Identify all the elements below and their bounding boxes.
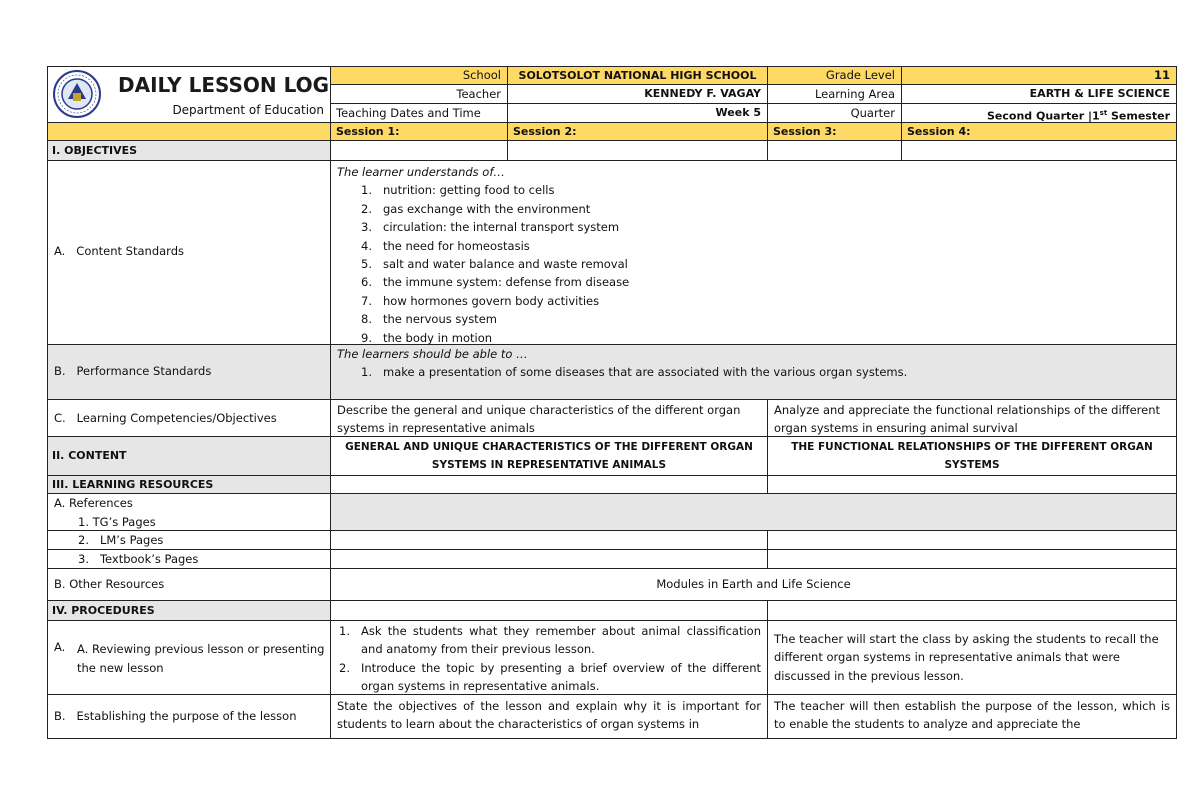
references-body (330, 493, 1177, 531)
session-blank (47, 122, 331, 141)
list-item: 9. the body in motion (361, 330, 493, 345)
content-1: GENERAL AND UNIQUE CHARACTERISTICS OF THE DIFFERENT ORGAN SYSTEMS IN REPRESENTATIVE ANIMALS (330, 436, 768, 476)
school-value: SOLOTSOLOT NATIONAL HIGH SCHOOL (507, 66, 768, 85)
competency-1: Describe the general and unique characteristics of the different organ systems in representative animals (330, 399, 768, 437)
objectives-s1 (330, 140, 508, 161)
list-item: 6. the immune system: defense from disease (361, 275, 630, 290)
competency-2: Analyze and appreciate the functional relationships of the different organ systems in ensuring animal survival (767, 399, 1177, 437)
teacher-value: KENNEDY F. VAGAY (507, 84, 768, 104)
department-label: Department of Education (172, 103, 324, 117)
purpose-s2: The teacher will then establish the purpose of the lesson, which is to enable the students to analyze and appreciate the (767, 694, 1177, 739)
dates-value: Week 5 (507, 103, 768, 123)
purpose-label: B. Establishing the purpose of the lesson (47, 694, 331, 739)
list-item: 2. Introduce the topic by presenting a brief overview of the different organ systems in representative animals. (339, 660, 761, 694)
references-block (47, 493, 331, 531)
quarter-value (901, 103, 1177, 123)
competencies-label: C. Learning Competencies/Objectives (47, 399, 331, 437)
quarter-label: Quarter (767, 103, 902, 123)
textbook-pages-s1 (330, 549, 768, 569)
reviewing-label (47, 620, 331, 695)
performance-list (337, 363, 1170, 381)
procedures-heading: IV. PROCEDURES (47, 600, 331, 621)
objectives-s2 (507, 140, 768, 161)
dates-label: Teaching Dates and Time (330, 103, 508, 123)
content-2: THE FUNCTIONAL RELATIONSHIPS OF THE DIFFERENT ORGAN SYSTEMS (767, 436, 1177, 476)
list-item: 5. salt and water balance and waste removal (361, 257, 628, 272)
session-4-header: Session 4: (901, 122, 1177, 141)
performance-intro: The learners should be able to … (337, 347, 528, 361)
tg-pages-label: 1. TG’s Pages (78, 515, 156, 529)
lm-pages-label: 2. LM’s Pages (47, 530, 331, 550)
content-standards-body (330, 160, 1177, 345)
list-item: 8. the nervous system (361, 312, 497, 327)
logo-title-cell (47, 66, 331, 123)
content-heading: II. CONTENT (47, 436, 331, 476)
list-item: 1. nutrition: getting food to cells (361, 183, 555, 198)
list-item: 1. Ask the students what they remember about animal classification and anatomy from their previous lesson. (339, 624, 761, 657)
other-resources-label: B. Other Resources (47, 568, 331, 601)
reviewing-s1 (330, 620, 768, 695)
procedures-s2 (767, 600, 1177, 621)
purpose-s1: State the objectives of the lesson and explain why it is important for students to learn about the characteristics of organ systems in (330, 694, 768, 739)
objectives-s3 (767, 140, 902, 161)
performance-standards-label: B. Performance Standards (47, 344, 331, 400)
reviewing-text: A. Reviewing previous lesson or presenting the new lesson (77, 642, 325, 675)
lm-pages-s2 (767, 530, 1177, 550)
lm-pages-s1 (330, 530, 768, 550)
teacher-label: Teacher (330, 84, 508, 104)
area-label: Learning Area (767, 84, 902, 104)
procedures-s1 (330, 600, 768, 621)
textbook-pages-label: 3. Textbook’s Pages (47, 549, 331, 569)
content-standards-list (337, 181, 1170, 345)
resources-s1 (330, 475, 768, 494)
textbook-pages-s2 (767, 549, 1177, 569)
reviewing-letter: A. (54, 640, 66, 654)
area-value: EARTH & LIFE SCIENCE (901, 84, 1177, 104)
objectives-s4 (901, 140, 1177, 161)
list-item: 3. circulation: the internal transport system (361, 220, 620, 235)
page-title: DAILY LESSON LOG (118, 73, 330, 97)
content-standards-label: A. Content Standards (47, 160, 331, 345)
session-2-header: Session 2: (507, 122, 768, 141)
deped-seal-icon (52, 69, 102, 119)
list-item: 7. how hormones govern body activities (361, 293, 600, 308)
school-label: School (330, 66, 508, 85)
list-item: 4. the need for homeostasis (361, 238, 530, 253)
references-label: A. References (54, 496, 133, 510)
other-resources-value: Modules in Earth and Life Science (330, 568, 1177, 601)
grade-label: Grade Level (767, 66, 902, 85)
grade-value: 11 (901, 66, 1177, 85)
reviewing-s2: The teacher will start the class by asking the students to recall the different organ systems in representative animals that were discussed in the previous lesson. (767, 620, 1177, 695)
list-item: 2. gas exchange with the environment (361, 201, 591, 216)
quarter-value-end: Semester (1107, 109, 1170, 123)
session-1-header: Session 1: (330, 122, 508, 141)
quarter-value-sup: st (1099, 109, 1108, 117)
performance-standards-body (330, 344, 1177, 400)
quarter-value-main: Second Quarter |1 (986, 109, 1100, 123)
resources-heading: III. LEARNING RESOURCES (47, 475, 331, 494)
session-3-header: Session 3: (767, 122, 902, 141)
resources-s2 (767, 475, 1177, 494)
objectives-heading: I. OBJECTIVES (47, 140, 331, 161)
list-item: 1. make a presentation of some diseases that are associated with the various organ systems. (361, 365, 908, 380)
content-intro: The learner understands of… (337, 165, 505, 179)
